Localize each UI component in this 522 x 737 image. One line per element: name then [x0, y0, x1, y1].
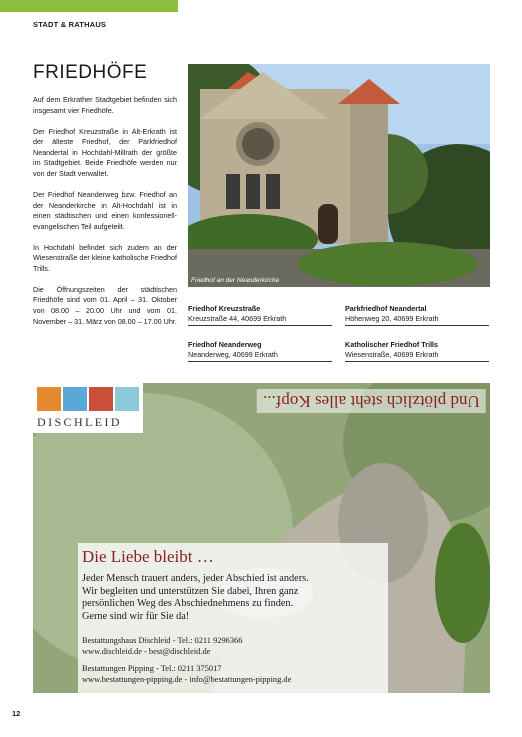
church-photo	[188, 64, 490, 287]
ad-contact	[82, 663, 291, 685]
address-line: Neanderweg, 40699 Erkrath	[188, 350, 332, 362]
logo-symbol-icon	[63, 387, 87, 411]
address-block	[345, 340, 489, 362]
address-block	[345, 304, 489, 326]
address-name: Friedhof Kreuzstraße	[188, 304, 261, 313]
dischleid-logo	[33, 383, 143, 433]
logo-symbols	[37, 387, 141, 411]
contact-line: www.bestattungen-pipping.de - info@bestattungen-pipping.de	[82, 675, 292, 684]
ad-text-line: Wir begleiten und unterstützen Sie dabei, Ihren ganz	[82, 585, 299, 597]
advertisement	[33, 383, 490, 693]
address-block	[188, 304, 332, 326]
ad-textbox	[78, 543, 388, 693]
article-body	[33, 95, 177, 338]
page-number: 12	[12, 709, 21, 718]
address-line: Kreuzstraße 44, 40699 Erkrath	[188, 314, 332, 326]
ad-text-line: persönlichen Weg des Abschiednehmens zu finden.	[82, 598, 294, 609]
article-paragraph: Der Friedhof Kreuzstraße in Alt-Erkrath ist der älteste Friedhof, der Parkfriedhof Neandertal in Hochdahl-Millrath der größte im Stadtgebiet. Beide Friedhöfe werden nur von der Stadt verwaltet.	[33, 126, 177, 178]
section-color-bar	[0, 0, 178, 12]
contact-line: www.dischleid.de - best@dischleid.de	[82, 647, 211, 656]
logo-symbol-icon	[89, 387, 113, 411]
ad-contact	[82, 635, 242, 657]
logo-wordmark: DISCHLEID	[37, 415, 122, 429]
address-name: Katholischer Friedhof Trills	[345, 340, 439, 349]
ad-text-line: Gerne sind wir für Sie da!	[82, 610, 190, 622]
address-line: Wiesenstraße, 40699 Erkrath	[345, 350, 489, 362]
address-name: Parkfriedhof Neandertal	[345, 304, 427, 313]
address-block	[188, 340, 332, 362]
section-label: STADT & RATHAUS	[33, 20, 107, 29]
address-line: Höhenweg 20, 40699 Erkrath	[345, 314, 489, 326]
ad-text-line: Jeder Mensch trauert anders, jeder Abschied ist anders.	[82, 573, 309, 584]
church-illustration	[188, 64, 490, 287]
ad-message	[82, 573, 382, 623]
article-paragraph: Die Öffnungszeiten der städtischen Friedhöfe sind vom 01. April – 31. Oktober von 08.00 – 20.00 Uhr und vom 01. November – 31. März von 08.00 – 17.00 Uhr.	[33, 284, 177, 326]
ad-headline: Die Liebe bleibt …	[82, 547, 214, 566]
logo-symbol-icon	[115, 387, 139, 411]
contact-line: Bestattungshaus Dischleid - Tel.: 0211 9296366	[82, 636, 243, 645]
article-paragraph: Auf dem Erkrather Stadtgebiet befinden sich insgesamt vier Friedhöfe.	[33, 95, 177, 115]
photo-caption: Friedhof an der Neanderkirche	[191, 277, 280, 284]
page-title: FRIEDHÖFE	[33, 62, 148, 83]
address-name: Friedhof Neanderweg	[188, 340, 262, 349]
logo-symbol-icon	[37, 387, 61, 411]
article-paragraph: In Hochdahl befindet sich zudem an der Wiesenstraße der kleine katholische Friedhof Trills.	[33, 242, 177, 273]
ad-slogan: Und plötzlich steht alles Kopf...	[257, 389, 486, 413]
contact-line: Bestattungen Pipping - Tel.: 0211 375017	[82, 664, 222, 673]
article-paragraph: Der Friedhof Neanderweg bzw. Friedhof an der Neanderkirche in Alt-Hochdahl ist in einen städtischen und einen konfessionell-evangelischen Teil aufgeteilt.	[33, 189, 177, 231]
